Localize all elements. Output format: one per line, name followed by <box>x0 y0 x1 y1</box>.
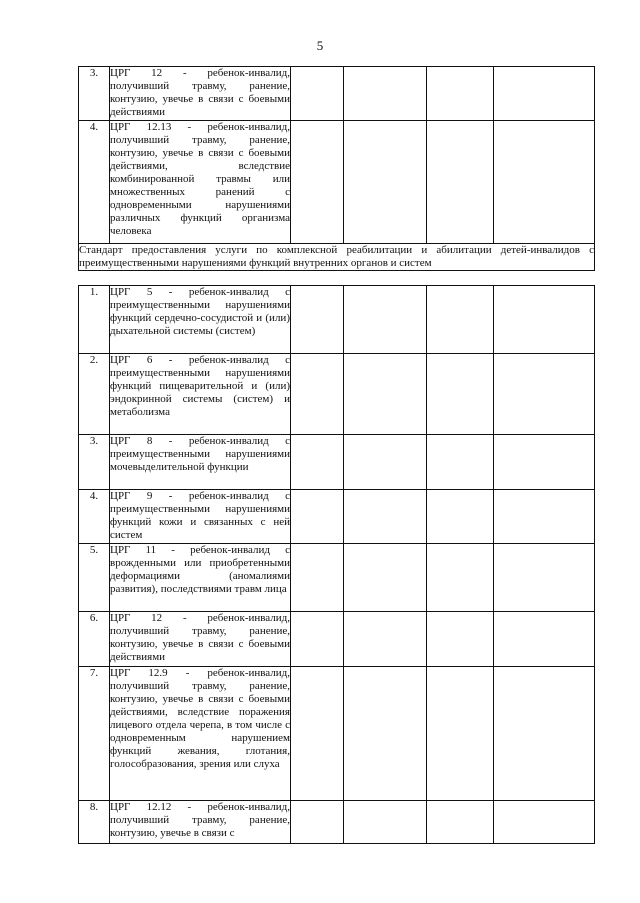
empty-cell <box>494 121 595 244</box>
empty-cell <box>291 286 344 354</box>
row-description: ЦРГ 12 - ребенок-инвалид, получивший травму, ранение, контузию, увечье в связи с боевыми действиями <box>110 67 291 121</box>
spacer-row <box>79 271 595 286</box>
empty-cell <box>494 435 595 490</box>
row-number: 6. <box>79 612 110 667</box>
table-row <box>79 667 595 801</box>
empty-cell <box>494 801 595 844</box>
empty-cell <box>344 801 427 844</box>
empty-cell <box>344 544 427 612</box>
row-description: ЦРГ 6 - ребенок-инвалид с преимущественными нарушениями функций пищеварительной и (или) эндокринной системы (систем) и метаболизма <box>110 354 291 435</box>
empty-cell <box>291 121 344 244</box>
empty-cell <box>291 801 344 844</box>
empty-cell <box>427 801 494 844</box>
spacer-cell <box>79 271 595 286</box>
empty-cell <box>494 286 595 354</box>
table-row <box>79 490 595 544</box>
empty-cell <box>494 354 595 435</box>
empty-cell <box>291 67 344 121</box>
empty-cell <box>291 354 344 435</box>
empty-cell <box>427 354 494 435</box>
standards-table <box>78 66 595 844</box>
empty-cell <box>291 612 344 667</box>
section-title: Стандарт предоставления услуги по комплексной реабилитации и абилитации детей-инвалидов с преимущественными нарушениями функций внутренних органов и систем <box>79 244 594 269</box>
empty-cell <box>344 435 427 490</box>
empty-cell <box>427 544 494 612</box>
empty-cell <box>494 67 595 121</box>
table-row <box>79 67 595 121</box>
empty-cell <box>427 286 494 354</box>
table-row <box>79 354 595 435</box>
empty-cell <box>427 612 494 667</box>
empty-cell <box>427 121 494 244</box>
row-description: ЦРГ 11 - ребенок-инвалид с врожденными или приобретенными деформациями (аномалиями развития), последствиями травм лица <box>110 544 291 612</box>
empty-cell <box>427 490 494 544</box>
row-description: ЦРГ 8 - ребенок-инвалид с преимущественными нарушениями мочевыделительной функции <box>110 435 291 490</box>
empty-cell <box>344 612 427 667</box>
empty-cell <box>344 354 427 435</box>
empty-cell <box>427 67 494 121</box>
row-number: 5. <box>79 544 110 612</box>
row-description: ЦРГ 9 - ребенок-инвалид с преимущественными нарушениями функций кожи и связанных с ней систем <box>110 490 291 544</box>
empty-cell <box>494 544 595 612</box>
row-description: ЦРГ 5 - ребенок-инвалид с преимущественными нарушениями функций сердечно-сосудистой и (или) дыхательной системы (систем) <box>110 286 291 354</box>
empty-cell <box>291 544 344 612</box>
empty-cell <box>291 435 344 490</box>
page-number: 5 <box>316 38 324 53</box>
table-row <box>79 544 595 612</box>
empty-cell <box>494 490 595 544</box>
empty-cell <box>291 490 344 544</box>
row-number: 3. <box>79 67 110 121</box>
row-description: ЦРГ 12.13 - ребенок-инвалид, получивший травму, ранение, контузию, увечье в связи с боевыми действиями, вследствие комбинированной травмы или множественных ранений с одновременными нарушениями различных функций организма человека <box>110 121 291 244</box>
empty-cell <box>494 612 595 667</box>
empty-cell <box>494 667 595 801</box>
table-row <box>79 435 595 490</box>
empty-cell <box>427 667 494 801</box>
empty-cell <box>344 67 427 121</box>
empty-cell <box>344 667 427 801</box>
row-number: 3. <box>79 435 110 490</box>
row-description: ЦРГ 12.9 - ребенок-инвалид, получивший травму, ранение, контузию, увечье в связи с боевыми действиями, вследствие поражения лицевого отдела черепа, в том числе с одновременным нарушением функций жевания, глотания, голособразования, зрения или слуха <box>110 667 291 801</box>
row-description: ЦРГ 12.12 - ребенок-инвалид, получивший травму, ранение, контузию, увечье в связи с <box>110 801 291 844</box>
table-row <box>79 612 595 667</box>
table-row <box>79 286 595 354</box>
row-number: 4. <box>79 490 110 544</box>
section-header-row <box>79 244 595 271</box>
row-number: 7. <box>79 667 110 801</box>
table-row <box>79 801 595 844</box>
empty-cell <box>427 435 494 490</box>
row-number: 2. <box>79 354 110 435</box>
empty-cell <box>344 286 427 354</box>
row-number: 4. <box>79 121 110 244</box>
table-row <box>79 121 595 244</box>
empty-cell <box>344 490 427 544</box>
empty-cell <box>344 121 427 244</box>
row-number: 1. <box>79 286 110 354</box>
row-number: 8. <box>79 801 110 844</box>
row-description: ЦРГ 12 - ребенок-инвалид, получивший травму, ранение, контузию, увечье в связи с боевыми действиями <box>110 612 291 667</box>
empty-cell <box>291 667 344 801</box>
